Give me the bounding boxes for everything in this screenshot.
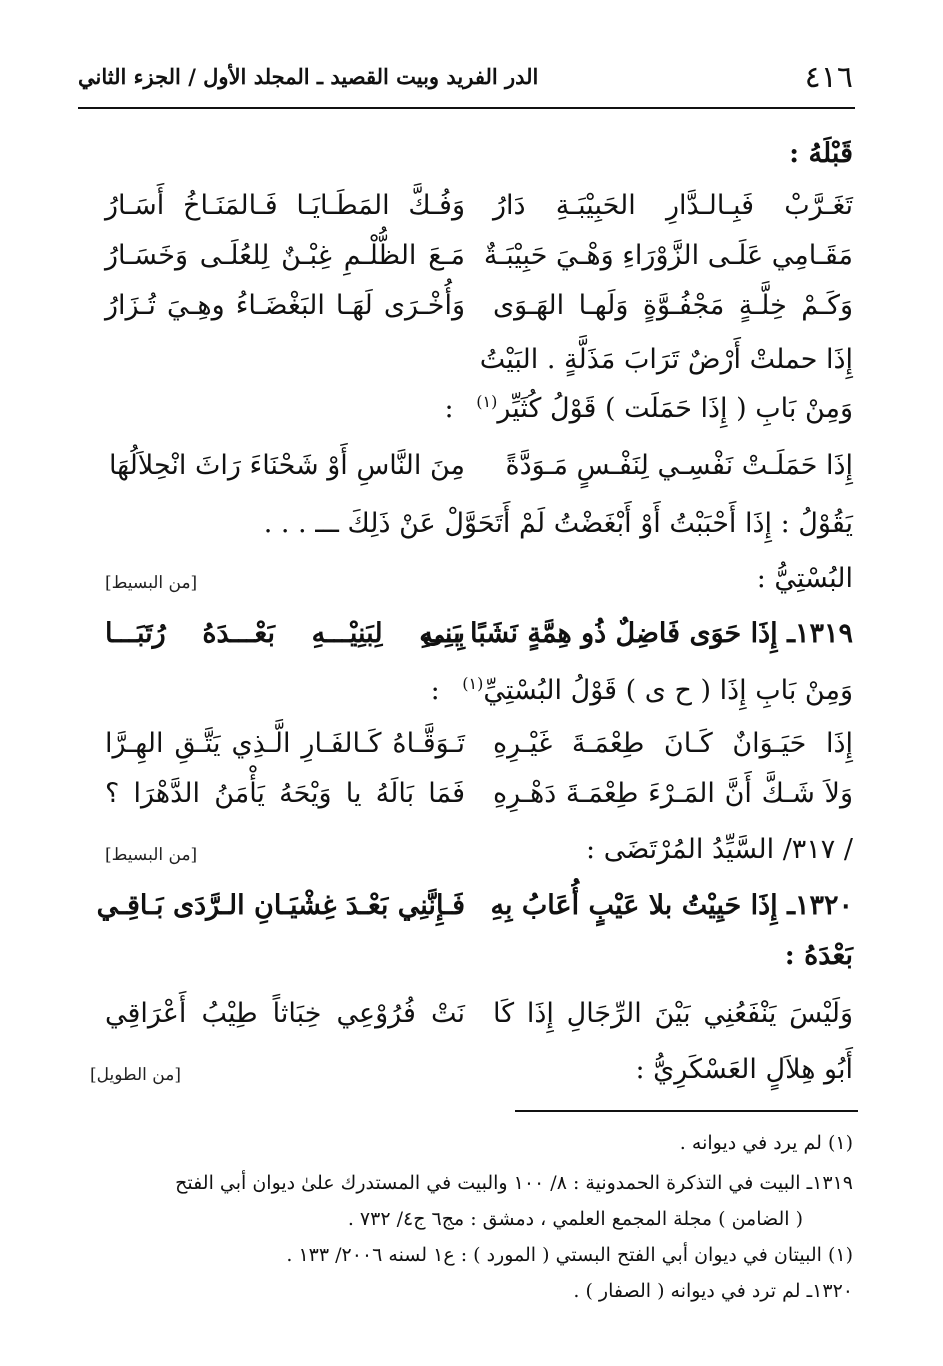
verse-a3-left: وَأُخْـرَى لَهَـا البَغْضَـاءُ وهِـيَ تُـزَارُ (105, 290, 465, 321)
verse-1320-right-text: إِذَا حَيِيْتُ بلا عَيْبٍ أُعَابُ بِهِ (490, 890, 778, 921)
line-bab-2-text: وَمِنْ بَابِ إِذَا ( ح ى ) قَوْلُ البُسْتِيِّ (483, 675, 853, 706)
footnote-2: (١) البيتان في ديوان أبي الفتح البستي ( المورد ) : ع١ لسنه ٢٠٠٦/ ١٣٣ . (286, 1244, 853, 1266)
label-qablahu: قَبْلَهُ : (789, 138, 853, 169)
footnote-1: (١) لم يرد في ديوانه . (679, 1132, 853, 1154)
footnote-rule (515, 1110, 858, 1112)
verse-b-left: مِنَ النَّاسِ أَوْ شَحْنَاءَ رَاثَ انْحِلاَلُهَا (108, 450, 465, 481)
footnote-1319-a: ١٣١٩ـ البيت في التذكرة الحمدونية : ٨/ ١٠٠ والبيت في المستدرك علىٰ ديوان أبي الفتح (175, 1172, 853, 1194)
verse-a1-right: تَغَـرَّبْ فَبِـالـدَّارِ الحَبِيْبَـةِ دَارُ (493, 190, 853, 221)
verse-a3-right: وَكَـمْ خِلَّـةٍ مَجْفُـوَّةٍ وَلَهـا الهَـوَى (493, 290, 853, 321)
line-bab-1 (445, 392, 853, 424)
page-header (78, 60, 853, 100)
footnote-mark-2: (١) (462, 674, 484, 693)
verse-a2-left: مَـعَ الظُّلْـمِ غِبْـنٌ لِلعُلَـى وَخَسَـارُ (105, 240, 465, 271)
line-bab-1-text: وَمِنْ بَابِ ( إِذَا حَمَلَت ) قَوْلُ كُثَيِّر (497, 393, 853, 424)
colon-2: : (430, 675, 440, 706)
header-rule (78, 107, 855, 109)
verse-d-left: نَتْ فُرُوْعِي خِبَاثاً طِيْبُ أَعْرَاقِي (105, 998, 465, 1029)
verse-1320-right (490, 890, 853, 921)
meter-basit: [من البسيط] (105, 573, 198, 593)
verse-c1-left: تَـوَقَّـاهُ كَـالفَـارِ الَّـذِي يَتَّـقِ الهِـرَّا (105, 728, 465, 759)
footnote-1320: ١٣٢٠ـ لم ترد في ديوانه ( الصفار ) . (573, 1280, 853, 1302)
meter-tawil: [من الطويل] (90, 1065, 181, 1085)
colon-1: : (444, 393, 454, 424)
verse-1320-left: فَـإِنَّنِي بَعْـدَ غِشْيَـانِ الـرَّدَى بَـاقِـي (96, 890, 465, 921)
verse-number-1319: ١٣١٩ـ (787, 618, 853, 649)
line-idha-hamalat: إِذَا حملتْ أَرْضٌ تَرَابَ مَذَلَّةٍ . البَيْتُ (479, 344, 853, 375)
poet-busti: البُسْتِيُّ : (756, 563, 853, 594)
verse-number-1320: ١٣٢٠ـ (787, 890, 853, 921)
page-number: ٤١٦ (804, 60, 853, 95)
verse-a2-right: مَقَـامِي عَلَـى الزَّوْرَاءِ وَهْـيَ حَبِيْبَـةٌ (483, 240, 853, 271)
line-yaqul: يَقُوْلُ : إِذَا أَحْبَبْتُ أَوْ أَبْغَضْتُ لَمْ أَتَحَوَّلْ عَنْ ذَلِكَ ـــ . . . (263, 508, 853, 539)
verse-d-right: وَلَيْسَ يَنْفَعُنِي بَيْنَ الرِّجَالِ إِذَا كَا (493, 998, 853, 1029)
footnote-mark-1: (١) (476, 392, 498, 411)
running-title: الدر الفريد وبيت القصيد ـ المجلد الأول / الجزء الثاني (78, 64, 539, 89)
verse-a1-left: وَفُـكَّ المَطَـايَـا فَـالمَنَـاخُ أَسَـارُ (105, 190, 465, 221)
label-badahu: بَعْدَهُ : (784, 940, 853, 971)
verse-1319-right-text: إِذَا حَوَى فَاضِلٌ ذُو هِمَّةٍ نَشَبًا بَنِى (422, 618, 778, 649)
verse-1319-left: بِـــهِ لِبَنِيْـــهِ بَعْـــدَهُ رُتَبَـــا (105, 618, 465, 649)
verse-1319-right (422, 618, 853, 649)
footnote-1319-b: ( الضامن ) مجلة المجمع العلمي ، دمشق : مج٦ ج٤/ ٧٣٢ . (347, 1208, 803, 1230)
verse-c2-right: وَلاَ شَـكَّ أَنَّ المَـرْءَ طِعْمَـةَ دَهْـرِهِ (493, 778, 853, 809)
verse-c1-right: إِذَا حَيَـوَانٌ كَـانَ طِعْمَـةَ غَيْـرِهِ (493, 728, 853, 759)
line-murtada: / ٣١٧/ السَّيِّدُ المُرْتَضَى : (586, 834, 853, 865)
line-bab-2 (431, 674, 853, 706)
poet-askari: أَبُو هِلاَلٍ العَسْكَرِيُّ : (635, 1054, 853, 1085)
verse-c2-left: فَمَا بَالَهُ يا وَيْحَهُ يَأْمَنُ الدَّهْرَا ؟ (105, 778, 465, 809)
verse-b-right: إِذَا حَمَلَـتْ نَفْسِـي لِنَفْـسٍ مَـوَدَّةً (505, 450, 853, 481)
meter-basit-2: [من البسيط] (105, 845, 198, 865)
